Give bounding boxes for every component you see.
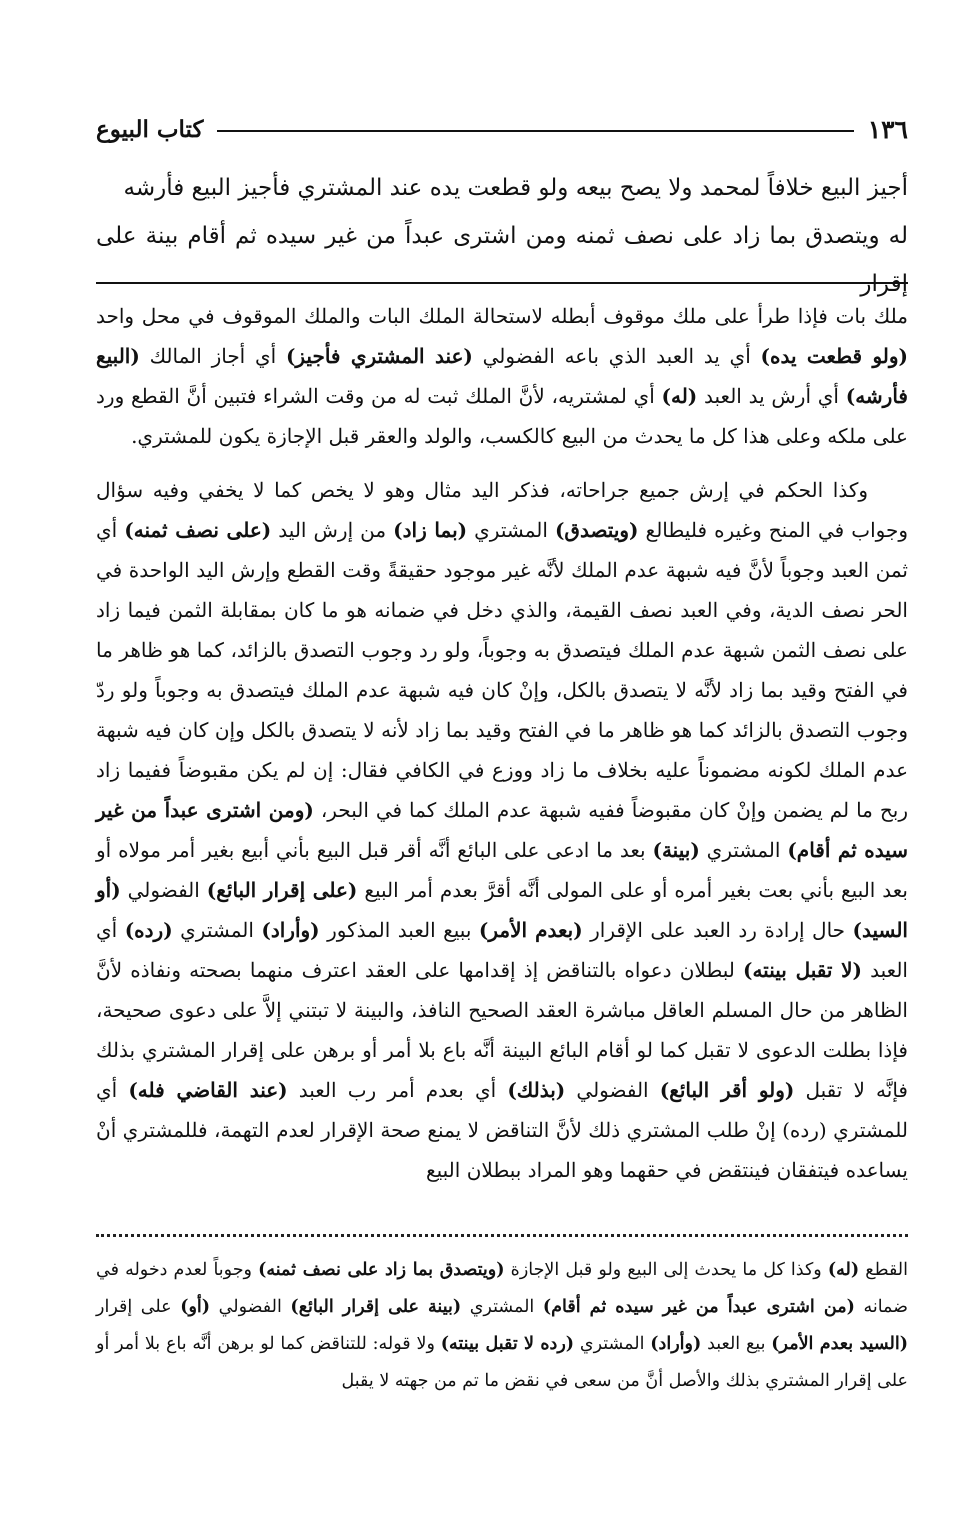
commentary-quote: (عند المشتري فأجيز)	[285, 344, 473, 368]
commentary-quote: (بما زاد)	[393, 518, 468, 542]
footnote-quote: (رده لا تقبل بينته)	[440, 1334, 575, 1354]
commentary-quote: (ويتصدق)	[554, 518, 639, 542]
commentary-text: أي لمشتريه، لأنَّ الملك ثبت له من وقت الشراء فتبين أنَّ القطع ورد على ملكه وعلى هذا كل ما يحدث من البيع كالكسب، والولد والعقر قبل الإجازة يكون للمشتري.	[96, 384, 908, 448]
commentary-quote: (البيع فأرشه)	[96, 344, 908, 408]
footnote-text: ولا قوله: للتناقض كما لو برهن أنَّه باع بلا أمر أو على إقرار المشتري بذلك والأصل أنَّ من سعى في نقض ما تم من جهته لا يقبل	[96, 1334, 908, 1391]
page-number: ١٣٦	[867, 114, 908, 144]
commentary-quote: (له)	[661, 384, 698, 408]
footnote-text: بيع العبد	[701, 1334, 772, 1354]
commentary-quote: (لا تقبل بينته)	[742, 958, 863, 982]
commentary-paragraph	[96, 470, 908, 1190]
footnote-text: وكذا كل ما يحدث إلى البيع ولو قبل الإجازة	[504, 1260, 828, 1280]
footnote-quote: (من اشترى عبداً من غير سيده ثم أقام)	[542, 1297, 855, 1317]
commentary-quote: (وأراد)	[261, 918, 320, 942]
commentary-text: أي بعدم أمر رب العبد	[287, 1078, 508, 1102]
commentary-text: أي ثمن العبد وجوباً لأنَّ فيه شبهة عدم الملك لأنَّه غير موجود حقيقةً وقت القطع وإرش اليد الواحدة في الحر نصف الدية، وفي العبد نصف القيمة، والذي دخل في ضمانه هو ما كان بمقابلة الثمن فيما زاد على نصف الثمن شبهة عدم الملك فيتصدق به وجوباً، ولو رد وجوب التصدق بالزائد، كما هو ظاهر ما في الفتح وقيد بما زاد لأنَّه لا يتصدق بالكل، وإنْ كان فيه شبهة عدم الملك فيتصدق به وجوباً ولو ردّ وجوب التصدق بالزائد كما هو ظاهر ما في الفتح وقيد بما زاد لأنه لا يتصدق بالكل وإن كان فيه شبهة عدم الملك لكونه مضموناً عليه بخلاف ما زاد ووزع في الكافي فقال: إن لم يكن مقبوضاً ففيما زاد ربح ما لم يضمن وإنْ كان مقبوضاً ففيه شبهة عدم الملك كما في البحر،	[96, 518, 909, 822]
book-title: كتاب البيوع	[96, 115, 204, 143]
commentary-text: ببيع العبد المذكور	[319, 918, 479, 942]
commentary-text: حال إرادة رد العبد على الإقرار	[582, 918, 853, 942]
commentary-text: المشتري	[699, 838, 788, 862]
footnote-text: على إقرار	[96, 1297, 181, 1317]
commentary-text: لبطلان دعواه بالتناقض إذ إقدامها على العقد اعترف منهما بصحته ونفاذه لأنَّ الظاهر من حال المسلم العاقل مباشرة العقد الصحيح النافذ، والبينة لا تبتني إلاَّ على دعوى صحيحة، فإذا بطلت الدعوى لا تقبل كما لو أقام البائع البينة أنَّه باع بلا أمر أو برهن على إقرار المشتري بذلك فإنَّه لا تقبل	[96, 958, 908, 1102]
footnote-text: وجوباً لعدم دخوله في ضمانه	[96, 1260, 909, 1317]
footnote-quote: (ويتصدق بما زاد على نصف ثمنه)	[258, 1260, 505, 1280]
main-text-divider	[96, 282, 908, 284]
footnote-text: القطع	[859, 1260, 908, 1280]
commentary-text: أي للمشتري (رده) إنْ طلب المشتري ذلك لأنَّ التناقض لا يمنع صحة الإقرار لعدم التهمة، فللمشتري أنْ يساعده فيتفقان فينتقض في حقهما وهو المراد ببطلان البيع	[96, 1078, 908, 1182]
footnote-quote: (بينة على إقرار البائع)	[290, 1297, 462, 1317]
commentary-quote: (رده)	[124, 918, 173, 942]
running-header	[96, 112, 908, 146]
commentary-text: أي العبد	[96, 918, 908, 982]
commentary-quote: (على إقرار البائع)	[206, 878, 358, 902]
commentary-quote: (ومن اشترى عبداً من غير سيده ثم أقام)	[96, 798, 909, 862]
commentary-quote: (عند القاضي فله)	[128, 1078, 288, 1102]
commentary-quote: (ولو أقر البائع)	[659, 1078, 795, 1102]
footnote-quote: (السيد بعدم الأمر)	[771, 1334, 908, 1354]
commentary-text: المشتري	[172, 918, 262, 942]
main-text-line: له ويتصدق بما زاد على نصف ثمنه ومن اشترى عبداً من غير سيده ثم أقام بينة على إقرار	[96, 223, 908, 297]
commentary-quote: (ولو قطعت يده)	[760, 344, 909, 368]
commentary-text: أي أجاز المالك	[139, 344, 286, 368]
commentary-quote: (بعدم الأمر)	[478, 918, 583, 942]
main-text-line: أجيز البيع خلافاً لمحمد ولا يصح بيعه ولو قطعت يده عند المشتري فأجيز البيع فأرشه	[123, 175, 908, 201]
commentary-quote: (على نصف ثمنه)	[124, 518, 272, 542]
footnote-text: الفضولي	[210, 1297, 291, 1317]
commentary-text: من إرش اليد	[271, 518, 394, 542]
footnote-quote: (له)	[827, 1260, 860, 1280]
footnote-gloss	[96, 1252, 908, 1400]
commentary-quote: (بينة)	[652, 838, 700, 862]
commentary-text: الفضولي	[565, 1078, 660, 1102]
footnote-paragraph	[96, 1252, 908, 1400]
commentary-quote: (أو السيد)	[96, 878, 908, 942]
footnote-quote: (أو)	[180, 1297, 211, 1317]
header-rule	[217, 130, 853, 132]
commentary-paragraph	[96, 296, 908, 456]
commentary-text: المشتري	[467, 518, 555, 542]
footnote-text: المشتري	[461, 1297, 543, 1317]
commentary-text: ملك بات فإذا طرأ على ملك موقوف أبطله لاستحالة الملك البات والملك الموقوف في محل واحد	[96, 304, 908, 328]
footnote-text: المشتري	[574, 1334, 651, 1354]
footnote-quote: (وأراد)	[650, 1334, 702, 1354]
commentary	[96, 296, 908, 1190]
commentary-text: وكذا الحكم في إرش جميع جراحاته، فذكر اليد مثال وهو لا يخص كما لا يخفي وفيه سؤال وجواب في المنح وغيره فليطالع	[96, 478, 908, 542]
footnote-divider	[96, 1234, 908, 1237]
main-text	[96, 164, 908, 308]
commentary-text: أي أرش يد العبد	[697, 384, 846, 408]
commentary-quote: (بذلك)	[507, 1078, 566, 1102]
commentary-text: بعد ما ادعى على البائع أنَّه أقر قبل البيع بأني أبيع بغير أمر مولاه أو بعد البيع بأني بعت بغير أمره أو على المولى أنَّه أقرَّ بعدم أمر البيع	[96, 838, 908, 902]
commentary-text: أي يد العبد الذي باعه الفضولي	[472, 344, 761, 368]
commentary-text: الفضولي	[120, 878, 207, 902]
